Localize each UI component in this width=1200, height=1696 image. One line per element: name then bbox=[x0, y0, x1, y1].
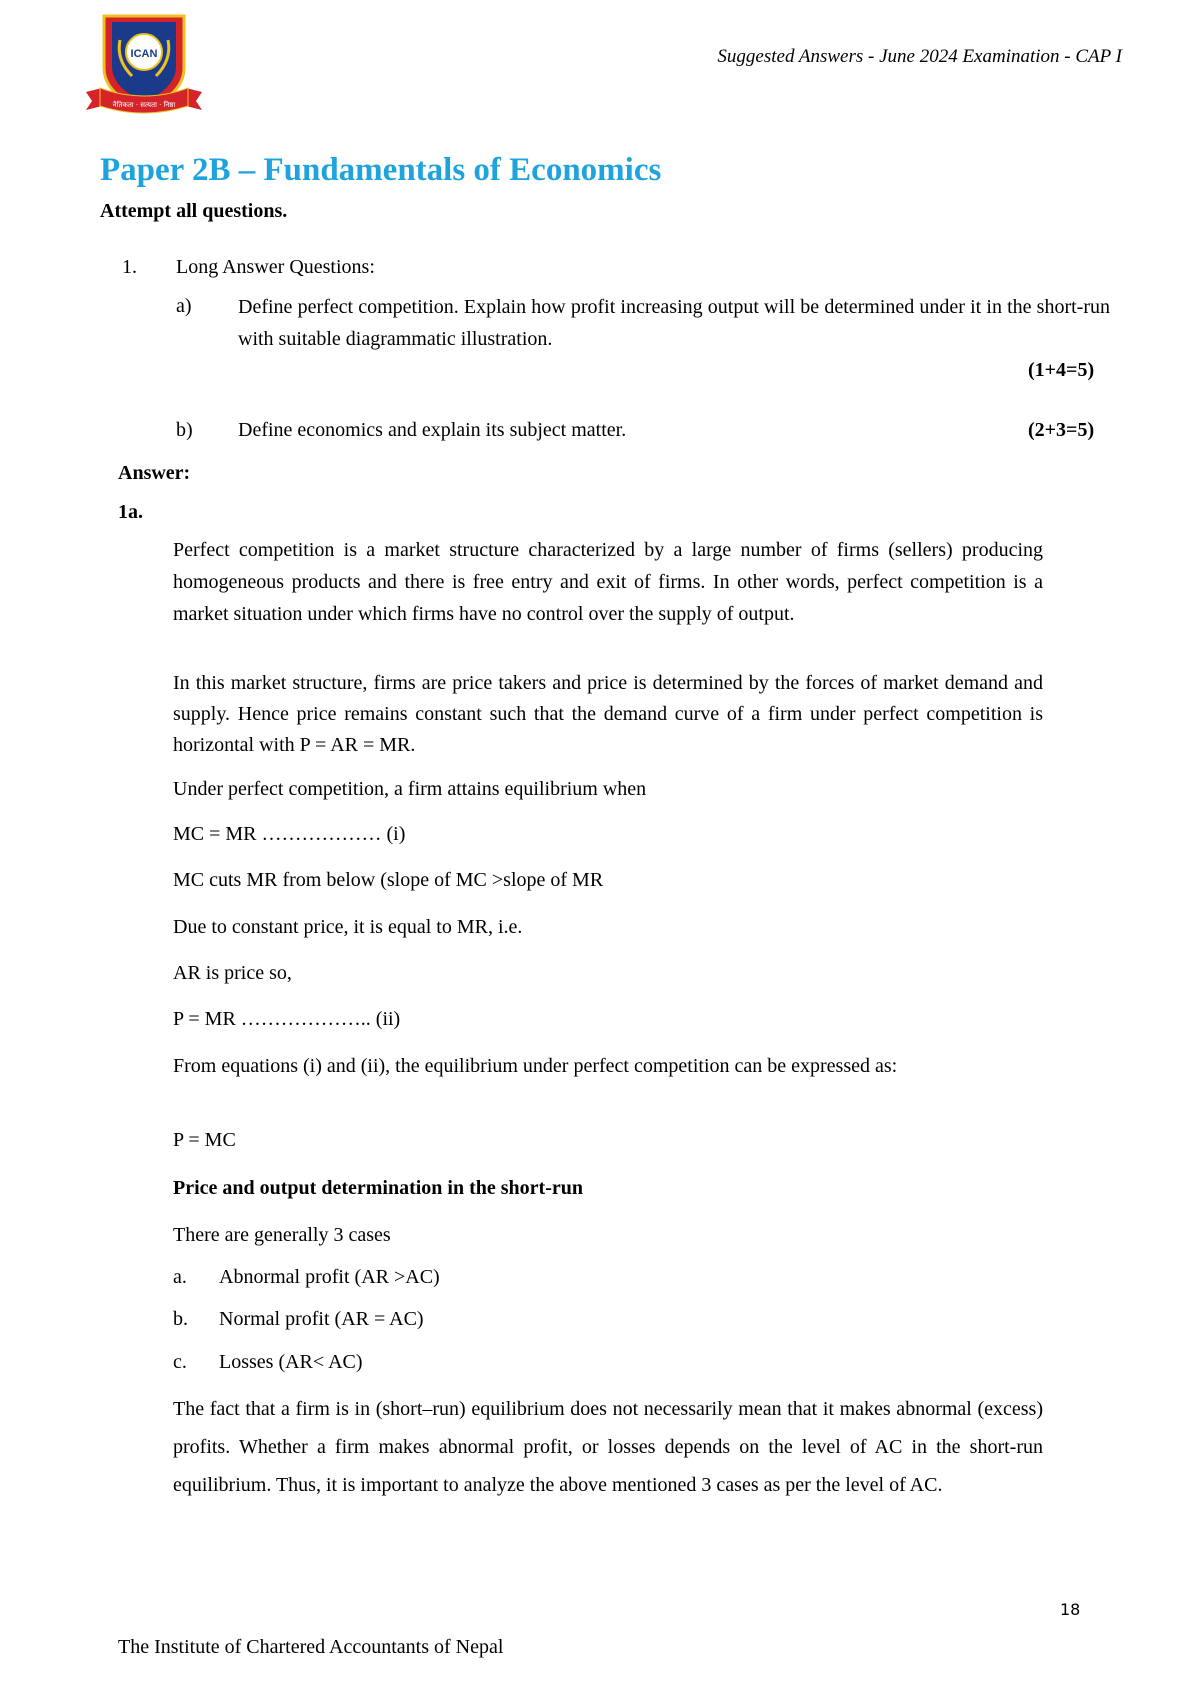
paragraph-constant-price: Due to constant price, it is equal to MR, i.e. bbox=[173, 916, 523, 938]
paragraph-equilibrium-intro: Under perfect competition, a firm attains equilibrium when bbox=[173, 778, 647, 800]
part-a-text: Define perfect competition. Explain how profit increasing output will be determined under it in the short-run with suitable diagrammatic illustration. bbox=[238, 296, 1110, 350]
part-b-text: Define economics and explain its subject matter. bbox=[238, 419, 627, 441]
answer-label: Answer: bbox=[118, 462, 191, 484]
part-b-marker: b) bbox=[176, 419, 193, 441]
part-b-marks: (2+3=5) bbox=[1028, 419, 1095, 441]
section-1a-heading: 1a. bbox=[118, 501, 143, 523]
ican-logo bbox=[82, 10, 206, 122]
footer-institute: The Institute of Chartered Accountants of Nepal bbox=[118, 1636, 504, 1658]
paragraph-from-equations: From equations (i) and (ii), the equilibrium under perfect competition can be expressed as: bbox=[173, 1055, 898, 1077]
part-a-marker: a) bbox=[176, 295, 192, 317]
equation-3: P = MC bbox=[173, 1129, 236, 1151]
logo-text: ICAN bbox=[130, 48, 158, 60]
question-label: Long Answer Questions: bbox=[176, 256, 375, 278]
paragraph-conclusion: The fact that a firm is in (short–run) equilibrium does not necessarily mean that it makes abnormal (excess) profits. Whether a firm makes abnormal profit, or losses depends on the level of AC in the short-run equilibrium. Thus, it is important to analyze the above mentioned 3 cases as per the level of AC. bbox=[173, 1398, 1043, 1496]
case-c-text: Losses (AR< AC) bbox=[219, 1351, 363, 1373]
paragraph-three-cases: There are generally 3 cases bbox=[173, 1224, 391, 1246]
case-b-marker: b. bbox=[173, 1308, 188, 1330]
paper-title: Paper 2B – Fundamentals of Economics bbox=[100, 152, 662, 188]
equation-1: MC = MR ……………… (i) bbox=[173, 823, 406, 845]
question-number: 1. bbox=[122, 256, 137, 278]
paragraph-ar-price: AR is price so, bbox=[173, 962, 292, 984]
case-b-text: Normal profit (AR = AC) bbox=[219, 1308, 424, 1330]
equation-2: P = MR ……………….. (ii) bbox=[173, 1008, 401, 1030]
subheading-short-run: Price and output determination in the short-run bbox=[173, 1177, 583, 1199]
paragraph-mc-slope: MC cuts MR from below (slope of MC >slope of MR bbox=[173, 869, 604, 891]
part-a-marks: (1+4=5) bbox=[1028, 359, 1095, 381]
case-a-marker: a. bbox=[173, 1266, 187, 1288]
paragraph-definition: Perfect competition is a market structure characterized by a large number of firms (sellers) producing homogeneous products and there is free entry and exit of firms. In other words, perfect competition is a market situation under which firms have no control over the supply of output. bbox=[173, 539, 1043, 625]
running-header: Suggested Answers - June 2024 Examination - CAP I bbox=[717, 46, 1122, 67]
case-c-marker: c. bbox=[173, 1351, 187, 1373]
case-a-text: Abnormal profit (AR >AC) bbox=[219, 1266, 440, 1288]
page-number: 18 bbox=[1060, 1600, 1081, 1619]
instruction: Attempt all questions. bbox=[100, 200, 288, 222]
paragraph-market-structure: In this market structure, firms are price takers and price is determined by the forces of market demand and supply. Hence price remains constant such that the demand curve of a firm under perfect competition is horizontal with P = AR = MR. bbox=[173, 672, 1043, 756]
logo-motto: नैतिकता · सत्यता · निष्ठा bbox=[112, 101, 176, 109]
